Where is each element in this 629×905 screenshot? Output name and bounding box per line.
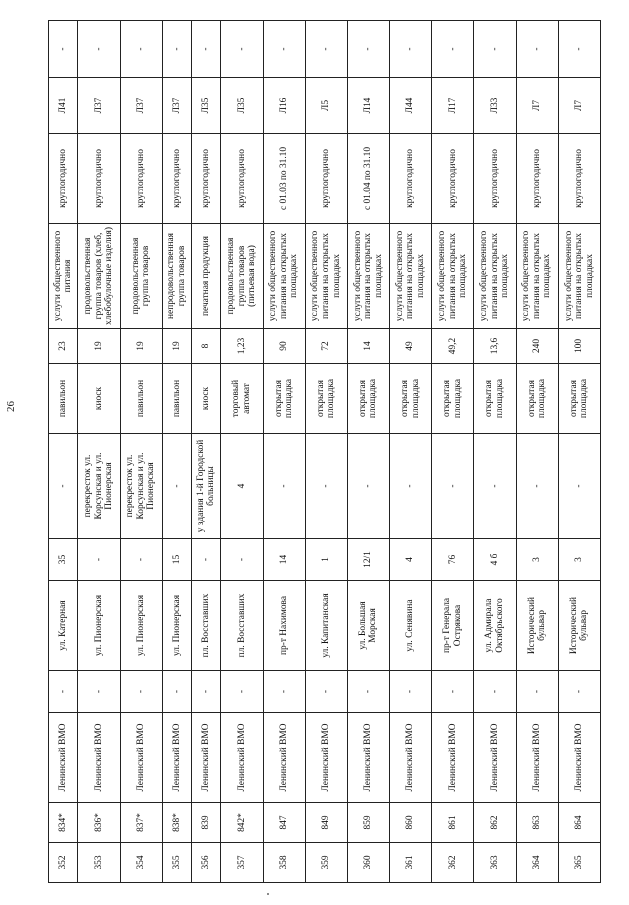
area-cell: 1,23 <box>221 329 263 364</box>
landmark-cell: - <box>263 434 305 539</box>
table-row <box>263 21 305 883</box>
table-row <box>49 21 78 883</box>
landmark-cell: - <box>347 434 389 539</box>
empty-col-cell: - <box>432 671 474 713</box>
period-cell: круглогодично <box>390 134 432 224</box>
district-cell: Ленинский ВМО <box>558 713 600 803</box>
landmark-cell: у здания 1-й Городской больницы <box>192 434 221 539</box>
table-row <box>78 21 120 883</box>
object-id-cell: 836* <box>78 803 120 843</box>
object-id-cell: 839 <box>192 803 221 843</box>
area-cell: 49,2 <box>432 329 474 364</box>
object-type-cell: открытая площадка <box>263 364 305 434</box>
table-row <box>162 21 191 883</box>
area-cell: 23 <box>49 329 78 364</box>
scheme-code-cell: Л33 <box>474 78 516 134</box>
remark-cell: - <box>162 21 191 78</box>
house-number-cell: 35 <box>49 539 78 581</box>
empty-col-cell: - <box>221 671 263 713</box>
row-number-cell: 359 <box>305 843 347 883</box>
specialization-cell: услуги общественного питания на открытых площадках <box>516 224 558 329</box>
row-number-cell: 352 <box>49 843 78 883</box>
scan-speck <box>267 893 269 895</box>
empty-col-cell: - <box>305 671 347 713</box>
scheme-code-cell: Л37 <box>78 78 120 134</box>
landmark-cell: перекресток ул. Корсунская и ул. Пионерская <box>120 434 162 539</box>
row-number-cell: 363 <box>474 843 516 883</box>
street-cell: Исторический бульвар <box>516 581 558 671</box>
table-row <box>432 21 474 883</box>
street-cell: ул. Пионерская <box>120 581 162 671</box>
object-type-cell: павильон <box>120 364 162 434</box>
row-number-cell: 360 <box>347 843 389 883</box>
landmark-cell: - <box>49 434 78 539</box>
house-number-cell: - <box>221 539 263 581</box>
object-id-cell: 860 <box>390 803 432 843</box>
district-cell: Ленинский ВМО <box>474 713 516 803</box>
table-row <box>390 21 432 883</box>
specialization-cell: услуги общественного питания на открытых площадках <box>474 224 516 329</box>
period-cell: круглогодично <box>474 134 516 224</box>
street-cell: ул. Катерная <box>49 581 78 671</box>
row-number-cell: 364 <box>516 843 558 883</box>
empty-col-cell: - <box>78 671 120 713</box>
district-cell: Ленинский ВМО <box>78 713 120 803</box>
house-number-cell: 15 <box>162 539 191 581</box>
period-cell: круглогодично <box>516 134 558 224</box>
table-row <box>474 21 516 883</box>
empty-col-cell: - <box>263 671 305 713</box>
specialization-cell: услуги общественного питания на открытых площадках <box>347 224 389 329</box>
empty-col-cell: - <box>49 671 78 713</box>
specialization-cell: непродовольственная группа товаров <box>162 224 191 329</box>
house-number-cell: - <box>78 539 120 581</box>
street-cell: пр-т Генерала Острякова <box>432 581 474 671</box>
specialization-cell: печатная продукция <box>192 224 221 329</box>
house-number-cell: 4 <box>390 539 432 581</box>
placement-table <box>48 20 601 883</box>
specialization-cell: услуги общественного питания <box>49 224 78 329</box>
table-body <box>49 21 601 883</box>
period-cell: круглогодично <box>432 134 474 224</box>
area-cell: 13,6 <box>474 329 516 364</box>
table-row <box>192 21 221 883</box>
row-number-cell: 358 <box>263 843 305 883</box>
empty-col-cell: - <box>162 671 191 713</box>
empty-col-cell: - <box>192 671 221 713</box>
street-cell: пр-т Нахимова <box>263 581 305 671</box>
object-type-cell: открытая площадка <box>390 364 432 434</box>
district-cell: Ленинский ВМО <box>162 713 191 803</box>
district-cell: Ленинский ВМО <box>516 713 558 803</box>
object-id-cell: 864 <box>558 803 600 843</box>
remark-cell: - <box>558 21 600 78</box>
house-number-cell: - <box>120 539 162 581</box>
rotated-table-wrapper <box>48 21 601 883</box>
street-cell: ул. Адмирала Октябрьского <box>474 581 516 671</box>
house-number-cell: 1 <box>305 539 347 581</box>
house-number-cell: 3 <box>516 539 558 581</box>
empty-col-cell: - <box>120 671 162 713</box>
specialization-cell: продовольственная группа товаров (хлеб, хлебобулочные изделия) <box>78 224 120 329</box>
remark-cell: - <box>305 21 347 78</box>
table-row <box>120 21 162 883</box>
scheme-code-cell: Л7 <box>516 78 558 134</box>
area-cell: 72 <box>305 329 347 364</box>
house-number-cell: 76 <box>432 539 474 581</box>
object-id-cell: 849 <box>305 803 347 843</box>
object-id-cell: 861 <box>432 803 474 843</box>
specialization-cell: услуги общественного питания на открытых площадках <box>432 224 474 329</box>
page-number: 26 <box>5 401 17 412</box>
period-cell: с 01.03 по 31.10 <box>263 134 305 224</box>
scheme-code-cell: Л35 <box>221 78 263 134</box>
district-cell: Ленинский ВМО <box>221 713 263 803</box>
landmark-cell: - <box>474 434 516 539</box>
period-cell: круглогодично <box>49 134 78 224</box>
remark-cell: - <box>49 21 78 78</box>
empty-col-cell: - <box>558 671 600 713</box>
house-number-cell: 14 <box>263 539 305 581</box>
object-id-cell: 842* <box>221 803 263 843</box>
row-number-cell: 357 <box>221 843 263 883</box>
area-cell: 14 <box>347 329 389 364</box>
landmark-cell: - <box>162 434 191 539</box>
row-number-cell: 362 <box>432 843 474 883</box>
street-cell: ул. Пионерская <box>78 581 120 671</box>
street-cell: Исторический бульвар <box>558 581 600 671</box>
street-cell: пл. Восставших <box>221 581 263 671</box>
period-cell: круглогодично <box>192 134 221 224</box>
remark-cell: - <box>78 21 120 78</box>
object-id-cell: 837* <box>120 803 162 843</box>
object-type-cell: открытая площадка <box>516 364 558 434</box>
remark-cell: - <box>221 21 263 78</box>
landmark-cell: - <box>516 434 558 539</box>
landmark-cell: - <box>390 434 432 539</box>
object-type-cell: открытая площадка <box>305 364 347 434</box>
period-cell: с 01.04 по 31.10 <box>347 134 389 224</box>
district-cell: Ленинский ВМО <box>263 713 305 803</box>
area-cell: 90 <box>263 329 305 364</box>
period-cell: круглогодично <box>558 134 600 224</box>
specialization-cell: услуги общественного питания на открытых площадках <box>305 224 347 329</box>
street-cell: пл. Восставших <box>192 581 221 671</box>
remark-cell: - <box>347 21 389 78</box>
scheme-code-cell: Л37 <box>162 78 191 134</box>
house-number-cell: 12/1 <box>347 539 389 581</box>
area-cell: 240 <box>516 329 558 364</box>
scheme-code-cell: Л41 <box>49 78 78 134</box>
district-cell: Ленинский ВМО <box>120 713 162 803</box>
object-type-cell: торговый автомат <box>221 364 263 434</box>
object-type-cell: павильон <box>49 364 78 434</box>
district-cell: Ленинский ВМО <box>390 713 432 803</box>
scheme-code-cell: Л7 <box>558 78 600 134</box>
remark-cell: - <box>474 21 516 78</box>
street-cell: ул. Сенявина <box>390 581 432 671</box>
object-id-cell: 834* <box>49 803 78 843</box>
table-row <box>221 21 263 883</box>
period-cell: круглогодично <box>78 134 120 224</box>
street-cell: ул. Пионерская <box>162 581 191 671</box>
empty-col-cell: - <box>516 671 558 713</box>
row-number-cell: 356 <box>192 843 221 883</box>
table-row <box>558 21 600 883</box>
row-number-cell: 361 <box>390 843 432 883</box>
area-cell: 19 <box>162 329 191 364</box>
specialization-cell: услуги общественного питания на открытых площадках <box>558 224 600 329</box>
object-type-cell: открытая площадка <box>558 364 600 434</box>
district-cell: Ленинский ВМО <box>49 713 78 803</box>
specialization-cell: продовольственная группа товаров <box>120 224 162 329</box>
table-row <box>347 21 389 883</box>
street-cell: ул. Капитанская <box>305 581 347 671</box>
row-number-cell: 355 <box>162 843 191 883</box>
remark-cell: - <box>390 21 432 78</box>
area-cell: 100 <box>558 329 600 364</box>
street-cell: ул. Большая Морская <box>347 581 389 671</box>
scheme-code-cell: Л17 <box>432 78 474 134</box>
object-type-cell: открытая площадка <box>474 364 516 434</box>
house-number-cell: 4 б <box>474 539 516 581</box>
area-cell: 19 <box>120 329 162 364</box>
scheme-code-cell: Л35 <box>192 78 221 134</box>
house-number-cell: 3 <box>558 539 600 581</box>
landmark-cell: - <box>432 434 474 539</box>
object-id-cell: 838* <box>162 803 191 843</box>
remark-cell: - <box>516 21 558 78</box>
object-type-cell: киоск <box>192 364 221 434</box>
landmark-cell: - <box>558 434 600 539</box>
empty-col-cell: - <box>347 671 389 713</box>
landmark-cell: - <box>305 434 347 539</box>
object-type-cell: павильон <box>162 364 191 434</box>
object-id-cell: 847 <box>263 803 305 843</box>
row-number-cell: 354 <box>120 843 162 883</box>
period-cell: круглогодично <box>305 134 347 224</box>
object-type-cell: открытая площадка <box>347 364 389 434</box>
empty-col-cell: - <box>390 671 432 713</box>
specialization-cell: услуги общественного питания на открытых площадках <box>263 224 305 329</box>
table-row <box>516 21 558 883</box>
remark-cell: - <box>120 21 162 78</box>
scheme-code-cell: Л16 <box>263 78 305 134</box>
district-cell: Ленинский ВМО <box>192 713 221 803</box>
object-id-cell: 863 <box>516 803 558 843</box>
scheme-code-cell: Л44 <box>390 78 432 134</box>
scheme-code-cell: Л14 <box>347 78 389 134</box>
scheme-code-cell: Л37 <box>120 78 162 134</box>
remark-cell: - <box>263 21 305 78</box>
period-cell: круглогодично <box>120 134 162 224</box>
district-cell: Ленинский ВМО <box>347 713 389 803</box>
row-number-cell: 353 <box>78 843 120 883</box>
scheme-code-cell: Л5 <box>305 78 347 134</box>
district-cell: Ленинский ВМО <box>432 713 474 803</box>
remark-cell: - <box>432 21 474 78</box>
remark-cell: - <box>192 21 221 78</box>
object-type-cell: киоск <box>78 364 120 434</box>
object-id-cell: 859 <box>347 803 389 843</box>
specialization-cell: продовольственная группа товаров (питьевая вода) <box>221 224 263 329</box>
object-type-cell: открытая площадка <box>432 364 474 434</box>
area-cell: 8 <box>192 329 221 364</box>
object-id-cell: 862 <box>474 803 516 843</box>
landmark-cell: перекресток ул. Корсунская и ул. Пионерская <box>78 434 120 539</box>
row-number-cell: 365 <box>558 843 600 883</box>
area-cell: 49 <box>390 329 432 364</box>
table-row <box>305 21 347 883</box>
period-cell: круглогодично <box>221 134 263 224</box>
landmark-cell: 4 <box>221 434 263 539</box>
area-cell: 19 <box>78 329 120 364</box>
district-cell: Ленинский ВМО <box>305 713 347 803</box>
house-number-cell: - <box>192 539 221 581</box>
period-cell: круглогодично <box>162 134 191 224</box>
empty-col-cell: - <box>474 671 516 713</box>
specialization-cell: услуги общественного питания на открытых площадках <box>390 224 432 329</box>
